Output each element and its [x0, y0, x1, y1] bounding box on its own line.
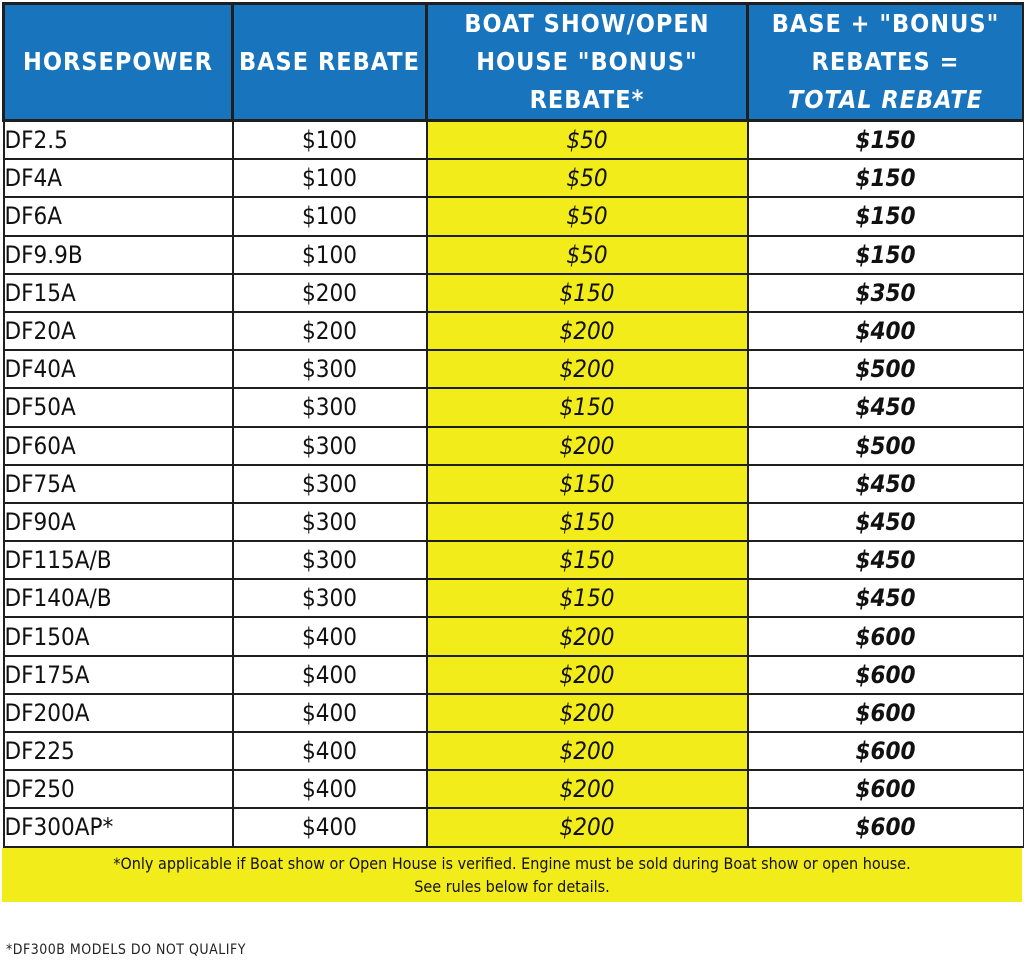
- base-rebate-cell: $400: [233, 617, 427, 655]
- rebate-chart: [2, 2, 1022, 902]
- bonus-rebate-cell: $200: [427, 732, 748, 770]
- total-rebate-cell: $600: [748, 656, 1024, 694]
- bonus-rebate-cell: $200: [427, 808, 748, 846]
- header-bonus-rebate: [427, 4, 748, 121]
- bonus-rebate-cell: $200: [427, 694, 748, 732]
- horsepower-cell: DF4A: [4, 159, 233, 197]
- bonus-rebate-cell: $200: [427, 617, 748, 655]
- bonus-rebate-cell: $150: [427, 503, 748, 541]
- horsepower-cell: DF50A: [4, 388, 233, 426]
- table-row: [4, 388, 1024, 426]
- header-horsepower: [4, 4, 233, 121]
- bonus-rebate-cell: $150: [427, 465, 748, 503]
- base-rebate-cell: $300: [233, 465, 427, 503]
- table-row: [4, 694, 1024, 732]
- header-total-line1: BASE + "BONUS": [771, 9, 1000, 38]
- total-rebate-cell: $450: [748, 541, 1024, 579]
- total-rebate-cell: $600: [748, 617, 1024, 655]
- horsepower-cell: DF175A: [4, 656, 233, 694]
- horsepower-cell: DF9.9B: [4, 236, 233, 274]
- base-rebate-cell: $400: [233, 656, 427, 694]
- horsepower-cell: DF115A/B: [4, 541, 233, 579]
- footnote-line1: *Only applicable if Boat show or Open House is verified. Engine must be sold during Boat show or open house.: [113, 853, 911, 873]
- base-rebate-cell: $200: [233, 274, 427, 312]
- header-total-line3: TOTAL REBATE: [788, 85, 983, 114]
- horsepower-cell: DF90A: [4, 503, 233, 541]
- bonus-rebate-cell: $50: [427, 197, 748, 235]
- table-row: [4, 197, 1024, 235]
- bonus-rebate-cell: $200: [427, 656, 748, 694]
- table-row: [4, 427, 1024, 465]
- total-rebate-cell: $400: [748, 312, 1024, 350]
- base-rebate-cell: $200: [233, 312, 427, 350]
- header-horsepower-label: HORSEPOWER: [23, 47, 213, 76]
- header-total-rebate: [748, 4, 1024, 121]
- horsepower-cell: DF2.5: [4, 121, 233, 160]
- bonus-rebate-cell: $150: [427, 541, 748, 579]
- total-rebate-cell: $450: [748, 465, 1024, 503]
- horsepower-cell: DF140A/B: [4, 579, 233, 617]
- bonus-rebate-cell: $200: [427, 427, 748, 465]
- base-rebate-cell: $300: [233, 388, 427, 426]
- bonus-rebate-cell: $50: [427, 236, 748, 274]
- table-row: [4, 808, 1024, 846]
- footnote-line2: See rules below for details.: [414, 876, 610, 896]
- table-row: [4, 465, 1024, 503]
- header-bonus-line2: HOUSE "BONUS": [476, 47, 698, 76]
- total-rebate-cell: $350: [748, 274, 1024, 312]
- base-rebate-cell: $400: [233, 694, 427, 732]
- bonus-rebate-cell: $50: [427, 159, 748, 197]
- table-row: [4, 312, 1024, 350]
- horsepower-cell: DF250: [4, 770, 233, 808]
- base-rebate-cell: $400: [233, 732, 427, 770]
- total-rebate-cell: $450: [748, 388, 1024, 426]
- header-row: [4, 4, 1024, 121]
- horsepower-cell: DF150A: [4, 617, 233, 655]
- table-row: [4, 503, 1024, 541]
- header-total-line2: REBATES =: [811, 47, 960, 76]
- bonus-rebate-cell: $150: [427, 579, 748, 617]
- total-rebate-cell: $500: [748, 350, 1024, 388]
- horsepower-cell: DF225: [4, 732, 233, 770]
- total-rebate-cell: $150: [748, 159, 1024, 197]
- total-rebate-cell: $600: [748, 808, 1024, 846]
- total-rebate-cell: $150: [748, 197, 1024, 235]
- total-rebate-cell: $600: [748, 694, 1024, 732]
- horsepower-cell: DF20A: [4, 312, 233, 350]
- horsepower-cell: DF40A: [4, 350, 233, 388]
- header-base-rebate-label: BASE REBATE: [239, 47, 420, 76]
- total-rebate-cell: $150: [748, 236, 1024, 274]
- horsepower-cell: DF60A: [4, 427, 233, 465]
- table-row: [4, 274, 1024, 312]
- header-base-rebate: [233, 4, 427, 121]
- bonus-rebate-cell: $50: [427, 121, 748, 160]
- horsepower-cell: DF6A: [4, 197, 233, 235]
- total-rebate-cell: $600: [748, 770, 1024, 808]
- base-rebate-cell: $100: [233, 121, 427, 160]
- horsepower-cell: DF15A: [4, 274, 233, 312]
- bonus-rebate-cell: $150: [427, 388, 748, 426]
- bonus-rebate-cell: $200: [427, 350, 748, 388]
- table-row: [4, 579, 1024, 617]
- total-rebate-cell: $500: [748, 427, 1024, 465]
- rebate-table: [2, 2, 1024, 848]
- table-row: [4, 732, 1024, 770]
- base-rebate-cell: $100: [233, 159, 427, 197]
- bonus-rebate-cell: $200: [427, 312, 748, 350]
- total-rebate-cell: $600: [748, 732, 1024, 770]
- exclusion-note: *DF300B MODELS DO NOT QUALIFY: [6, 942, 246, 958]
- total-rebate-cell: $150: [748, 121, 1024, 160]
- table-row: [4, 656, 1024, 694]
- bonus-rebate-cell: $150: [427, 274, 748, 312]
- total-rebate-cell: $450: [748, 579, 1024, 617]
- total-rebate-cell: $450: [748, 503, 1024, 541]
- bonus-footnote: [2, 848, 1022, 902]
- table-row: [4, 159, 1024, 197]
- base-rebate-cell: $300: [233, 350, 427, 388]
- base-rebate-cell: $400: [233, 770, 427, 808]
- table-row: [4, 770, 1024, 808]
- base-rebate-cell: $300: [233, 503, 427, 541]
- base-rebate-cell: $100: [233, 197, 427, 235]
- table-row: [4, 121, 1024, 160]
- table-row: [4, 350, 1024, 388]
- table-row: [4, 236, 1024, 274]
- base-rebate-cell: $300: [233, 579, 427, 617]
- base-rebate-cell: $100: [233, 236, 427, 274]
- bonus-rebate-cell: $200: [427, 770, 748, 808]
- horsepower-cell: DF200A: [4, 694, 233, 732]
- horsepower-cell: DF75A: [4, 465, 233, 503]
- header-bonus-line1: BOAT SHOW/OPEN: [464, 9, 710, 38]
- base-rebate-cell: $400: [233, 808, 427, 846]
- table-row: [4, 617, 1024, 655]
- header-bonus-line3: REBATE*: [529, 85, 645, 114]
- base-rebate-cell: $300: [233, 427, 427, 465]
- horsepower-cell: DF300AP*: [4, 808, 233, 846]
- base-rebate-cell: $300: [233, 541, 427, 579]
- table-row: [4, 541, 1024, 579]
